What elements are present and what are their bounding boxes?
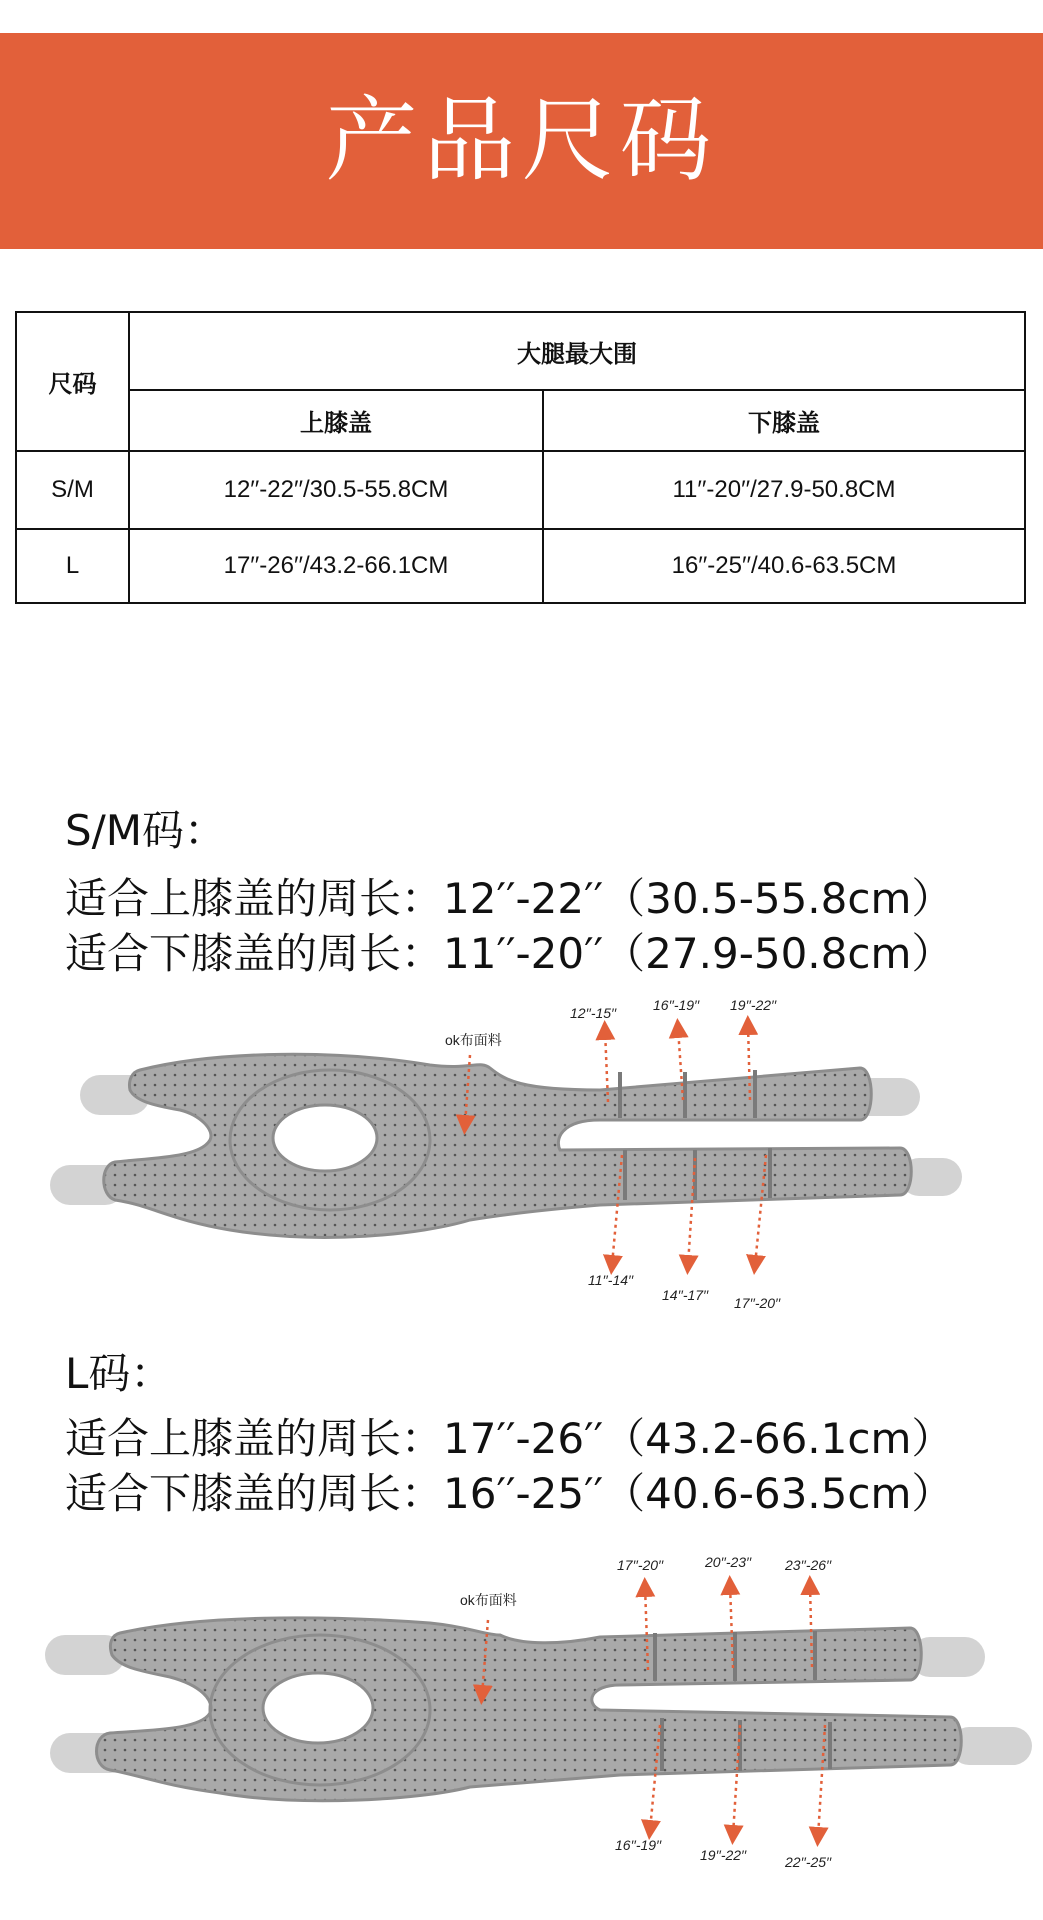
size-table [15,311,1026,604]
patella-hole [273,1105,377,1171]
l-knee-brace-diagram [0,1545,1043,1890]
group-header: 大腿最大围 [129,312,1025,390]
bottom-measure-label: 14′′-17′′ [662,1287,709,1303]
bottom-measure-label: 19′′-22′′ [700,1847,747,1863]
bottom-measure-label: 16′′-19′′ [615,1837,662,1853]
top-measure-label: 16′′-19′′ [653,997,700,1013]
size-cell: L [16,529,129,603]
top-measure-label: 17′′-20′′ [617,1557,664,1573]
size-header: 尺码 [16,312,129,451]
page-title: 产品尺码 [325,87,718,194]
bottom-measure-label: 11′′-14′′ [588,1272,634,1288]
top-measure-label: 12′′-15′′ [570,1005,617,1021]
top-measure-label: 19′′-22′′ [730,997,777,1013]
bottom-measure-label: 17′′-20′′ [734,1295,781,1311]
patella-hole [263,1673,373,1743]
top-measure-label: 20′′-23′′ [705,1554,752,1570]
fabric-label: ok布面料 [445,1032,502,1048]
upper-cell: 12′′-22′′/30.5-55.8CM [129,451,543,529]
lower-cell: 11′′-20′′/27.9-50.8CM [543,451,1025,529]
size-cell: S/M [16,451,129,529]
upper-cell: 17′′-26′′/43.2-66.1CM [129,529,543,603]
lower-knee-header: 下膝盖 [543,390,1025,451]
knee-brace-body [104,1054,912,1237]
l-upper-fit: 适合上膝盖的周长：17′′-26′′（43.2-66.1cm） [65,1414,954,1463]
sm-lower-fit: 适合下膝盖的周长：11′′-20′′（27.9-50.8cm） [65,929,954,978]
fabric-label: ok布面料 [460,1592,517,1608]
knee-brace-body [97,1618,962,1801]
l-lower-fit: 适合下膝盖的周长：16′′-25′′（40.6-63.5cm） [65,1469,954,1518]
sm-upper-fit: 适合上膝盖的周长：12′′-22′′（30.5-55.8cm） [65,874,954,923]
table-row [16,529,1025,603]
bottom-measure-label: 22′′-25′′ [785,1854,832,1870]
sm-knee-brace-diagram [0,990,1043,1330]
sm-section-title: S/M码： [65,806,227,855]
l-section-title: L码： [65,1349,173,1398]
table-row [16,451,1025,529]
lower-cell: 16′′-25′′/40.6-63.5CM [543,529,1025,603]
header-banner [0,33,1043,249]
upper-knee-header: 上膝盖 [129,390,543,451]
top-measure-label: 23′′-26′′ [785,1557,832,1573]
